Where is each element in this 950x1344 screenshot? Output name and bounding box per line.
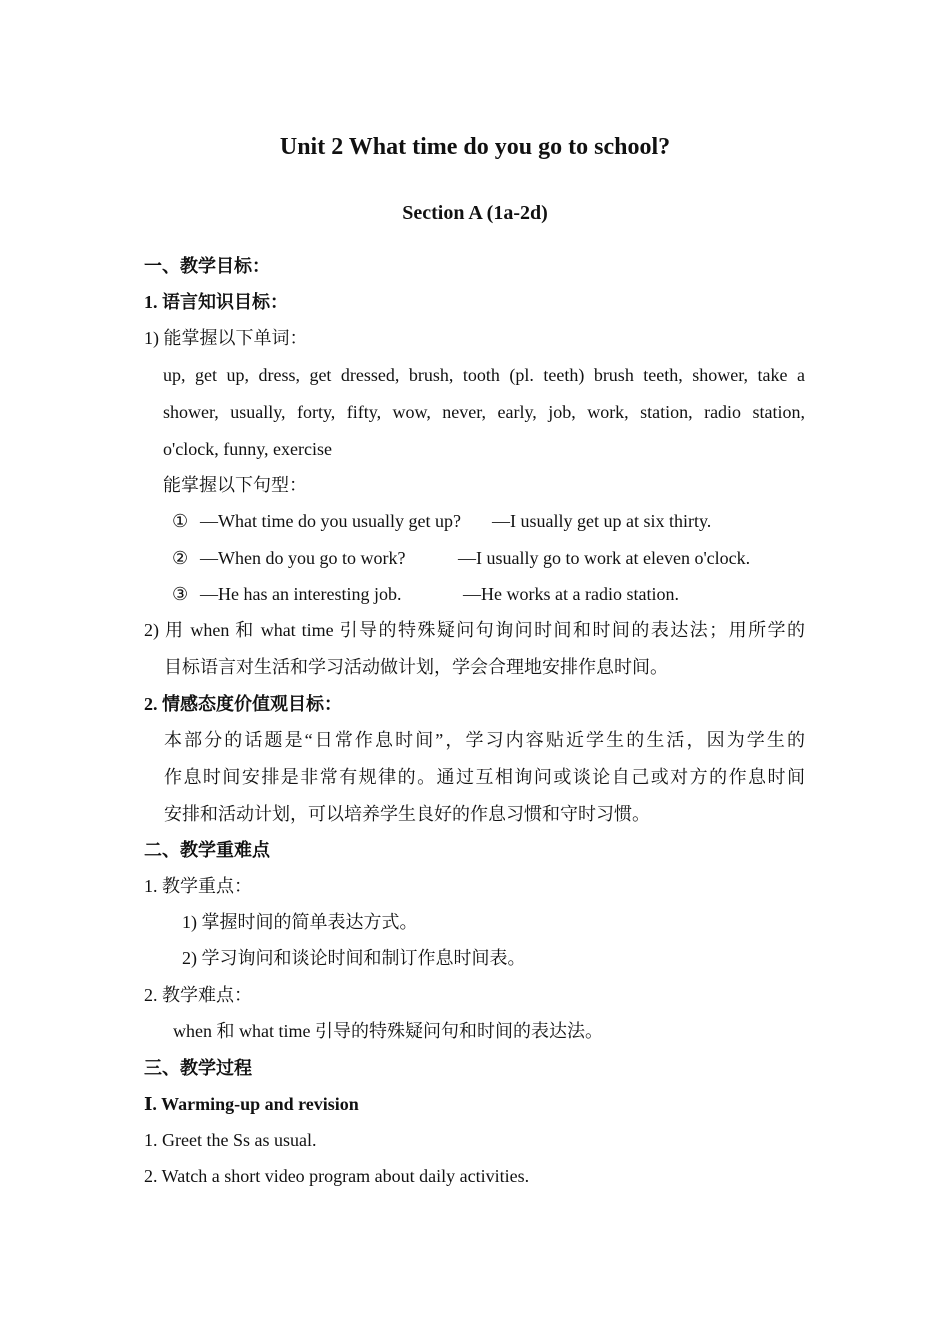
- values-paragraph-line: 安排和活动计划，可以培养学生良好的作息习惯和守时习惯。: [164, 804, 650, 824]
- objective-item-2: 2) 用 when 和 what time 引导的特殊疑问句询问时间和时间的表达法；用所学的: [144, 620, 805, 640]
- key-point-item: 1) 掌握时间的简单表达方式。: [182, 912, 418, 932]
- vocab-line: shower, usually, forty, fifty, wow, never, early, job, work, station, radio station,: [163, 402, 805, 422]
- pattern-answer: —He works at a radio station.: [463, 584, 679, 604]
- heading-key-difficult-points: 二、教学重难点: [144, 840, 270, 860]
- pattern-answer: —I usually go to work at eleven o'clock.: [458, 548, 751, 568]
- pattern-row: [172, 509, 711, 533]
- objective-item-2-cont: 目标语言对生活和学习活动做计划，学会合理地安排作息时间。: [164, 657, 668, 677]
- key-points-heading: 1. 教学重点：: [144, 876, 252, 896]
- process-step: 1. Greet the Ss as usual.: [144, 1130, 317, 1150]
- pattern-question: —What time do you usually get up?: [200, 511, 461, 531]
- process-step: 2. Watch a short video program about daily activities.: [144, 1166, 530, 1186]
- section-title: Section A (1a-2d): [402, 202, 548, 224]
- pattern-row: [172, 546, 750, 570]
- heading-emotional-values: 2. 情感态度价值观目标：: [144, 694, 342, 714]
- vocab-intro: 1) 能掌握以下单词：: [144, 328, 308, 348]
- pattern-row: [172, 582, 679, 606]
- values-paragraph-line: 作息时间安排是非常有规律的。通过互相询问或谈论自己或对方的作息时间: [164, 767, 805, 787]
- values-paragraph-line: 本部分的话题是“日常作息时间”，学习内容贴近学生的生活，因为学生的: [164, 730, 805, 750]
- vocab-line: o'clock, funny, exercise: [163, 439, 333, 459]
- heading-teaching-objectives: 一、教学目标：: [144, 256, 270, 276]
- document-title: Unit 2 What time do you go to school?: [279, 134, 671, 160]
- vocab-line: up, get up, dress, get dressed, brush, tooth (pl. teeth) brush teeth, shower, take a: [163, 365, 805, 385]
- pattern-answer: —I usually get up at six thirty.: [492, 511, 712, 531]
- difficult-points-heading: 2. 教学难点：: [144, 985, 252, 1005]
- pattern-number: ①: [172, 511, 189, 531]
- heading-teaching-process: 三、教学过程: [144, 1058, 252, 1078]
- difficult-point-item: when 和 what time 引导的特殊疑问句和时间的表达法。: [173, 1021, 603, 1041]
- patterns-intro: 能掌握以下句型：: [163, 475, 307, 495]
- key-point-item: 2) 学习询问和谈论时间和制订作息时间表。: [182, 948, 526, 968]
- pattern-number: ③: [172, 584, 189, 604]
- pattern-question: —When do you go to work?: [200, 548, 406, 568]
- pattern-number: ②: [172, 548, 189, 568]
- step-heading-warming-up: Ⅰ. Warming-up and revision: [144, 1094, 359, 1114]
- pattern-question: —He has an interesting job.: [200, 584, 402, 604]
- heading-language-knowledge: 1. 语言知识目标：: [144, 292, 288, 312]
